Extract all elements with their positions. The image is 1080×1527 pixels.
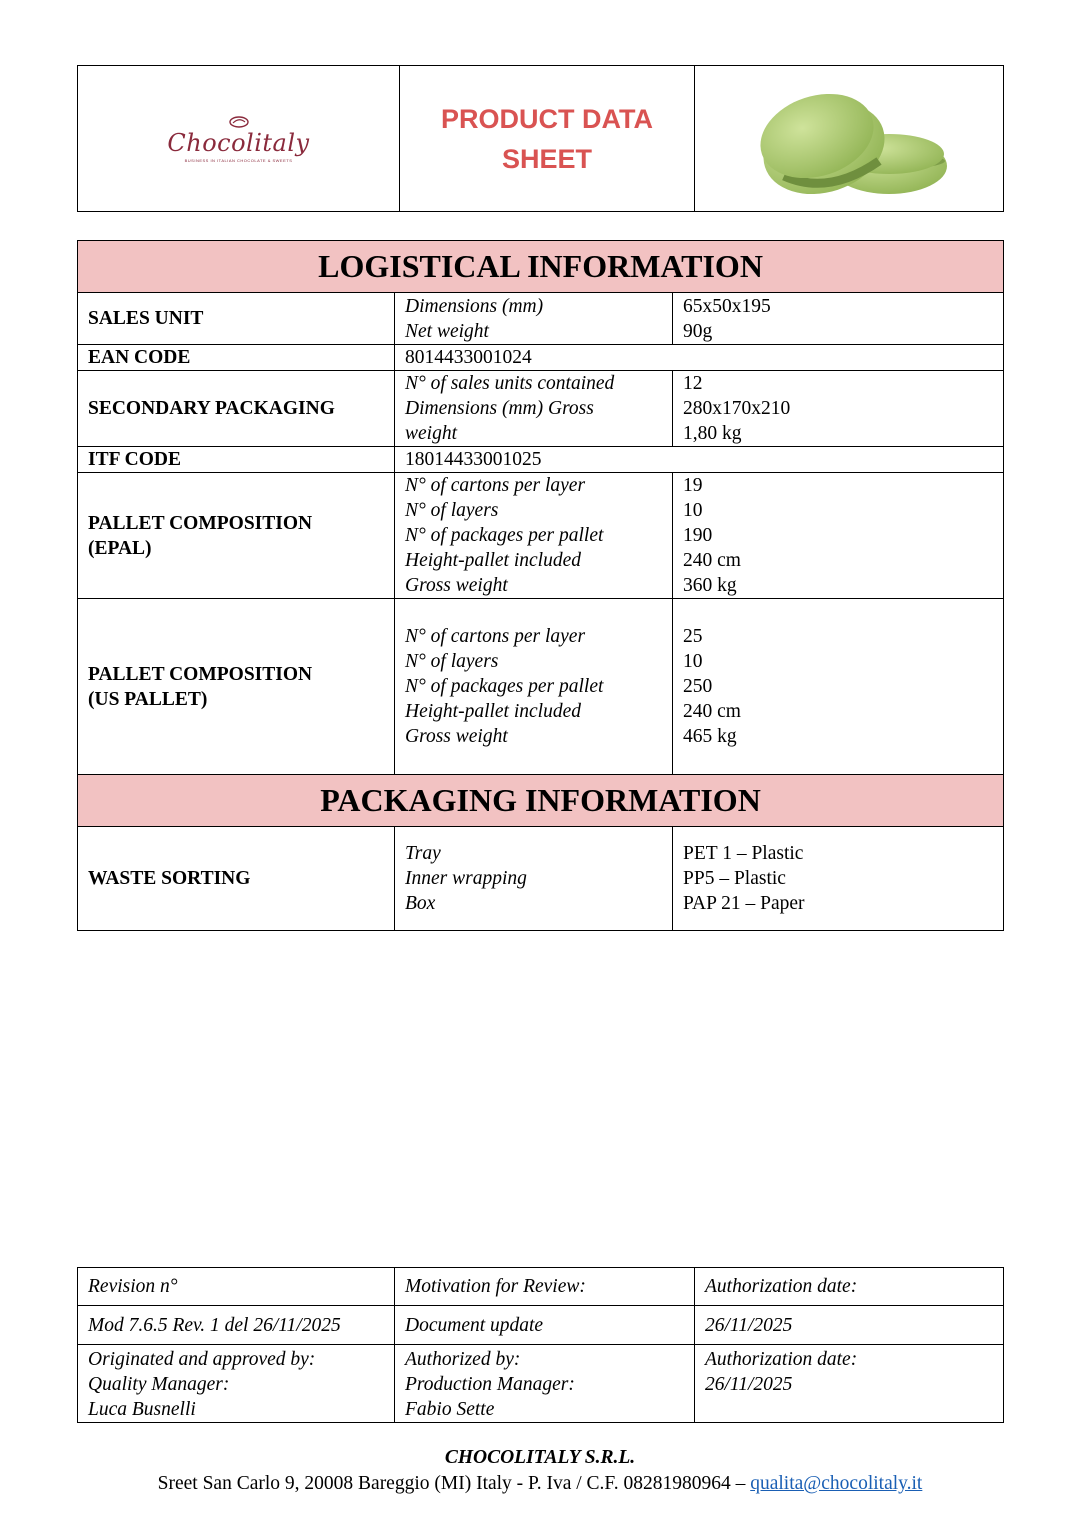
company-logo [78,115,399,163]
authorization-cell: Authorization date: 26/11/2025 [695,1345,1004,1423]
us-pallet-values: 25 10 250 240 cm 465 kg [673,599,1004,775]
sales-unit-label: SALES UNIT [78,293,395,345]
revision-header: Revision n° [78,1268,395,1306]
macaron-image [729,66,969,206]
authorization-date-header: Authorization date: [695,1268,1004,1306]
logo-tagline: BUSINESS IN ITALIAN CHOCOLATE & SWEETS [184,157,293,163]
authorizer-cell: Authorized by: Production Manager: Fabio Sette [395,1345,695,1423]
us-pallet-label: PALLET COMPOSITION (US PALLET) [78,599,395,775]
waste-fields: Tray Inner wrapping Box [395,827,673,931]
us-pallet-fields: N° of cartons per layer N° of layers N° of packages per pallet Height-pallet included Gross weight [395,599,673,775]
epal-values: 19 10 190 240 cm 360 kg [673,473,1004,599]
motivation-header: Motivation for Review: [395,1268,695,1306]
ean-label: EAN CODE [78,345,395,371]
itf-label: ITF CODE [78,447,395,473]
sales-unit-fields: Dimensions (mm) Net weight [395,293,673,345]
title-line-1: PRODUCT DATA [441,103,653,134]
epal-fields: N° of cartons per layer N° of layers N° of packages per pallet Height-pallet included Gross weight [395,473,673,599]
logistics-table [77,240,1004,931]
epal-label: PALLET COMPOSITION (EPAL) [78,473,395,599]
motivation-value: Document update [395,1306,695,1345]
waste-values: PET 1 – Plastic PP5 – Plastic PAP 21 – Paper [673,827,1004,931]
waste-label: WASTE SORTING [78,827,395,931]
title-line-2: SHEET [501,143,593,174]
logo-swirl-icon [227,115,251,129]
title-cell [400,66,695,212]
footer-company: CHOCOLITALY S.R.L. [444,1447,636,1468]
originator-cell: Originated and approved by: Quality Manager: Luca Busnelli [78,1345,395,1423]
authorization-date-value: 26/11/2025 [695,1306,1004,1345]
secondary-values: 12 280x170x210 1,80 kg [673,371,1004,447]
footer-address [0,1473,1080,1495]
packaging-heading: PACKAGING INFORMATION [78,775,1004,827]
product-image-cell [695,66,1004,212]
itf-value: 18014433001025 [395,447,1004,473]
logistical-heading: LOGISTICAL INFORMATION [78,241,1004,293]
footer-address-text: Sreet San Carlo 9, 20008 Bareggio (MI) Italy - P. Iva / C.F. 08281980964 – [157,1473,746,1494]
secondary-fields: N° of sales units contained Dimensions (mm) Gross weight [395,371,673,447]
logo-cell [78,66,400,212]
ean-value: 8014433001024 [395,345,1004,371]
revision-table [77,1267,1004,1423]
sales-unit-values: 65x50x195 90g [673,293,1004,345]
logo-text: Chocolitaly [167,128,310,157]
secondary-label: SECONDARY PACKAGING [78,371,395,447]
revision-value: Mod 7.6.5 Rev. 1 del 26/11/2025 [78,1306,395,1345]
footer-email-link[interactable]: qualita@chocolitaly.it [750,1473,923,1494]
header-table [77,65,1004,212]
